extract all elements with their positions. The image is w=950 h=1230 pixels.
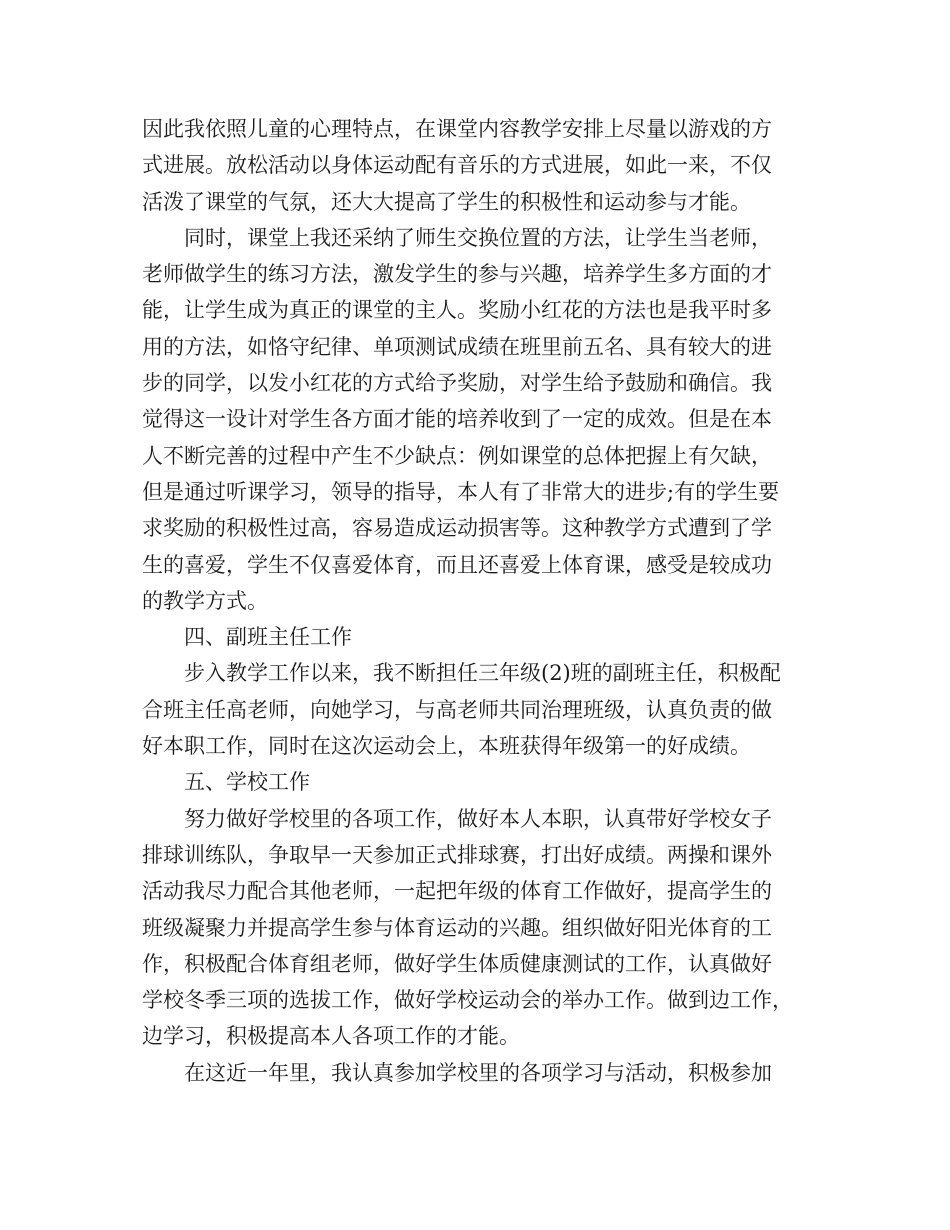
document-body [142, 111, 832, 1091]
paragraph-first-line: 在这近一年里，我认真参加学校里的各项学习与活动，积极参加 [184, 1060, 772, 1085]
text-line: 式进展。放松活动以身体运动配有音乐的方式进展，如此一来，不仅 [142, 153, 772, 178]
text-line: 用的方法，如恪守纪律、单项测试成绩在班里前五名、具有较大的进 [142, 334, 772, 359]
text-line: 学校冬季三项的选拔工作，做好学校运动会的举办工作。做到边工作， [142, 988, 793, 1013]
text-line: 合班主任高老师，向她学习，与高老师共同治理班级，认真负责的做 [142, 697, 772, 722]
text-line: 活泼了课堂的气氛，还大大提高了学生的积极性和运动参与才能。 [142, 189, 751, 214]
paragraph-first-line: 努力做好学校里的各项工作，做好本人本职，认真带好学校女子 [184, 806, 772, 831]
paragraph-first-line: 四、副班主任工作 [184, 625, 352, 650]
text-line: 觉得这一设计对学生各方面才能的培养收到了一定的成效。但是在本 [142, 407, 772, 432]
text-line: 的教学方式。 [142, 588, 268, 613]
text-line: 老师做学生的练习方法，激发学生的参与兴趣，培养学生多方面的才 [142, 262, 772, 287]
text-line: 好本职工作，同时在这次运动会上，本班获得年级第一的好成绩。 [142, 734, 751, 759]
text-line: 班级凝聚力并提高学生参与体育运动的兴趣。组织做好阳光体育的工 [142, 915, 772, 940]
paragraph-first-line: 步入教学工作以来，我不断担任三年级(2)班的副班主任，积极配 [184, 661, 781, 686]
text-line: 步的同学，以发小红花的方式给予奖励，对学生给予鼓励和确信。我 [142, 371, 772, 396]
text-line: 求奖励的积极性过高，容易造成运动损害等。这种教学方式遭到了学 [142, 516, 772, 541]
text-line: 活动我尽力配合其他老师，一起把年级的体育工作做好，提高学生的 [142, 879, 772, 904]
paragraph-first-line: 同时，课堂上我还采纳了师生交换位置的方法，让学生当老师， [184, 225, 772, 250]
text-line: 排球训练队，争取早一天参加正式排球赛，打出好成绩。两操和课外 [142, 842, 772, 867]
text-line: 边学习，积极提高本人各项工作的才能。 [142, 1024, 520, 1049]
text-line: 因此我依照儿童的心理特点，在课堂内容教学安排上尽量以游戏的方 [142, 117, 772, 141]
text-line: 人不断完善的过程中产生不少缺点：例如课堂的总体把握上有欠缺， [142, 443, 772, 468]
text-line: 生的喜爱，学生不仅喜爱体育，而且还喜爱上体育课，感受是较成功 [142, 552, 772, 577]
paragraph-first-line: 五、学校工作 [184, 770, 310, 795]
text-line: 但是通过听课学习，领导的指导，本人有了非常大的进步;有的学生要 [142, 479, 780, 504]
text-line: 能，让学生成为真正的课堂的主人。奖励小红花的方法也是我平时多 [142, 298, 772, 323]
text-line: 作，积极配合体育组老师，做好学生体质健康测试的工作，认真做好 [142, 951, 772, 976]
